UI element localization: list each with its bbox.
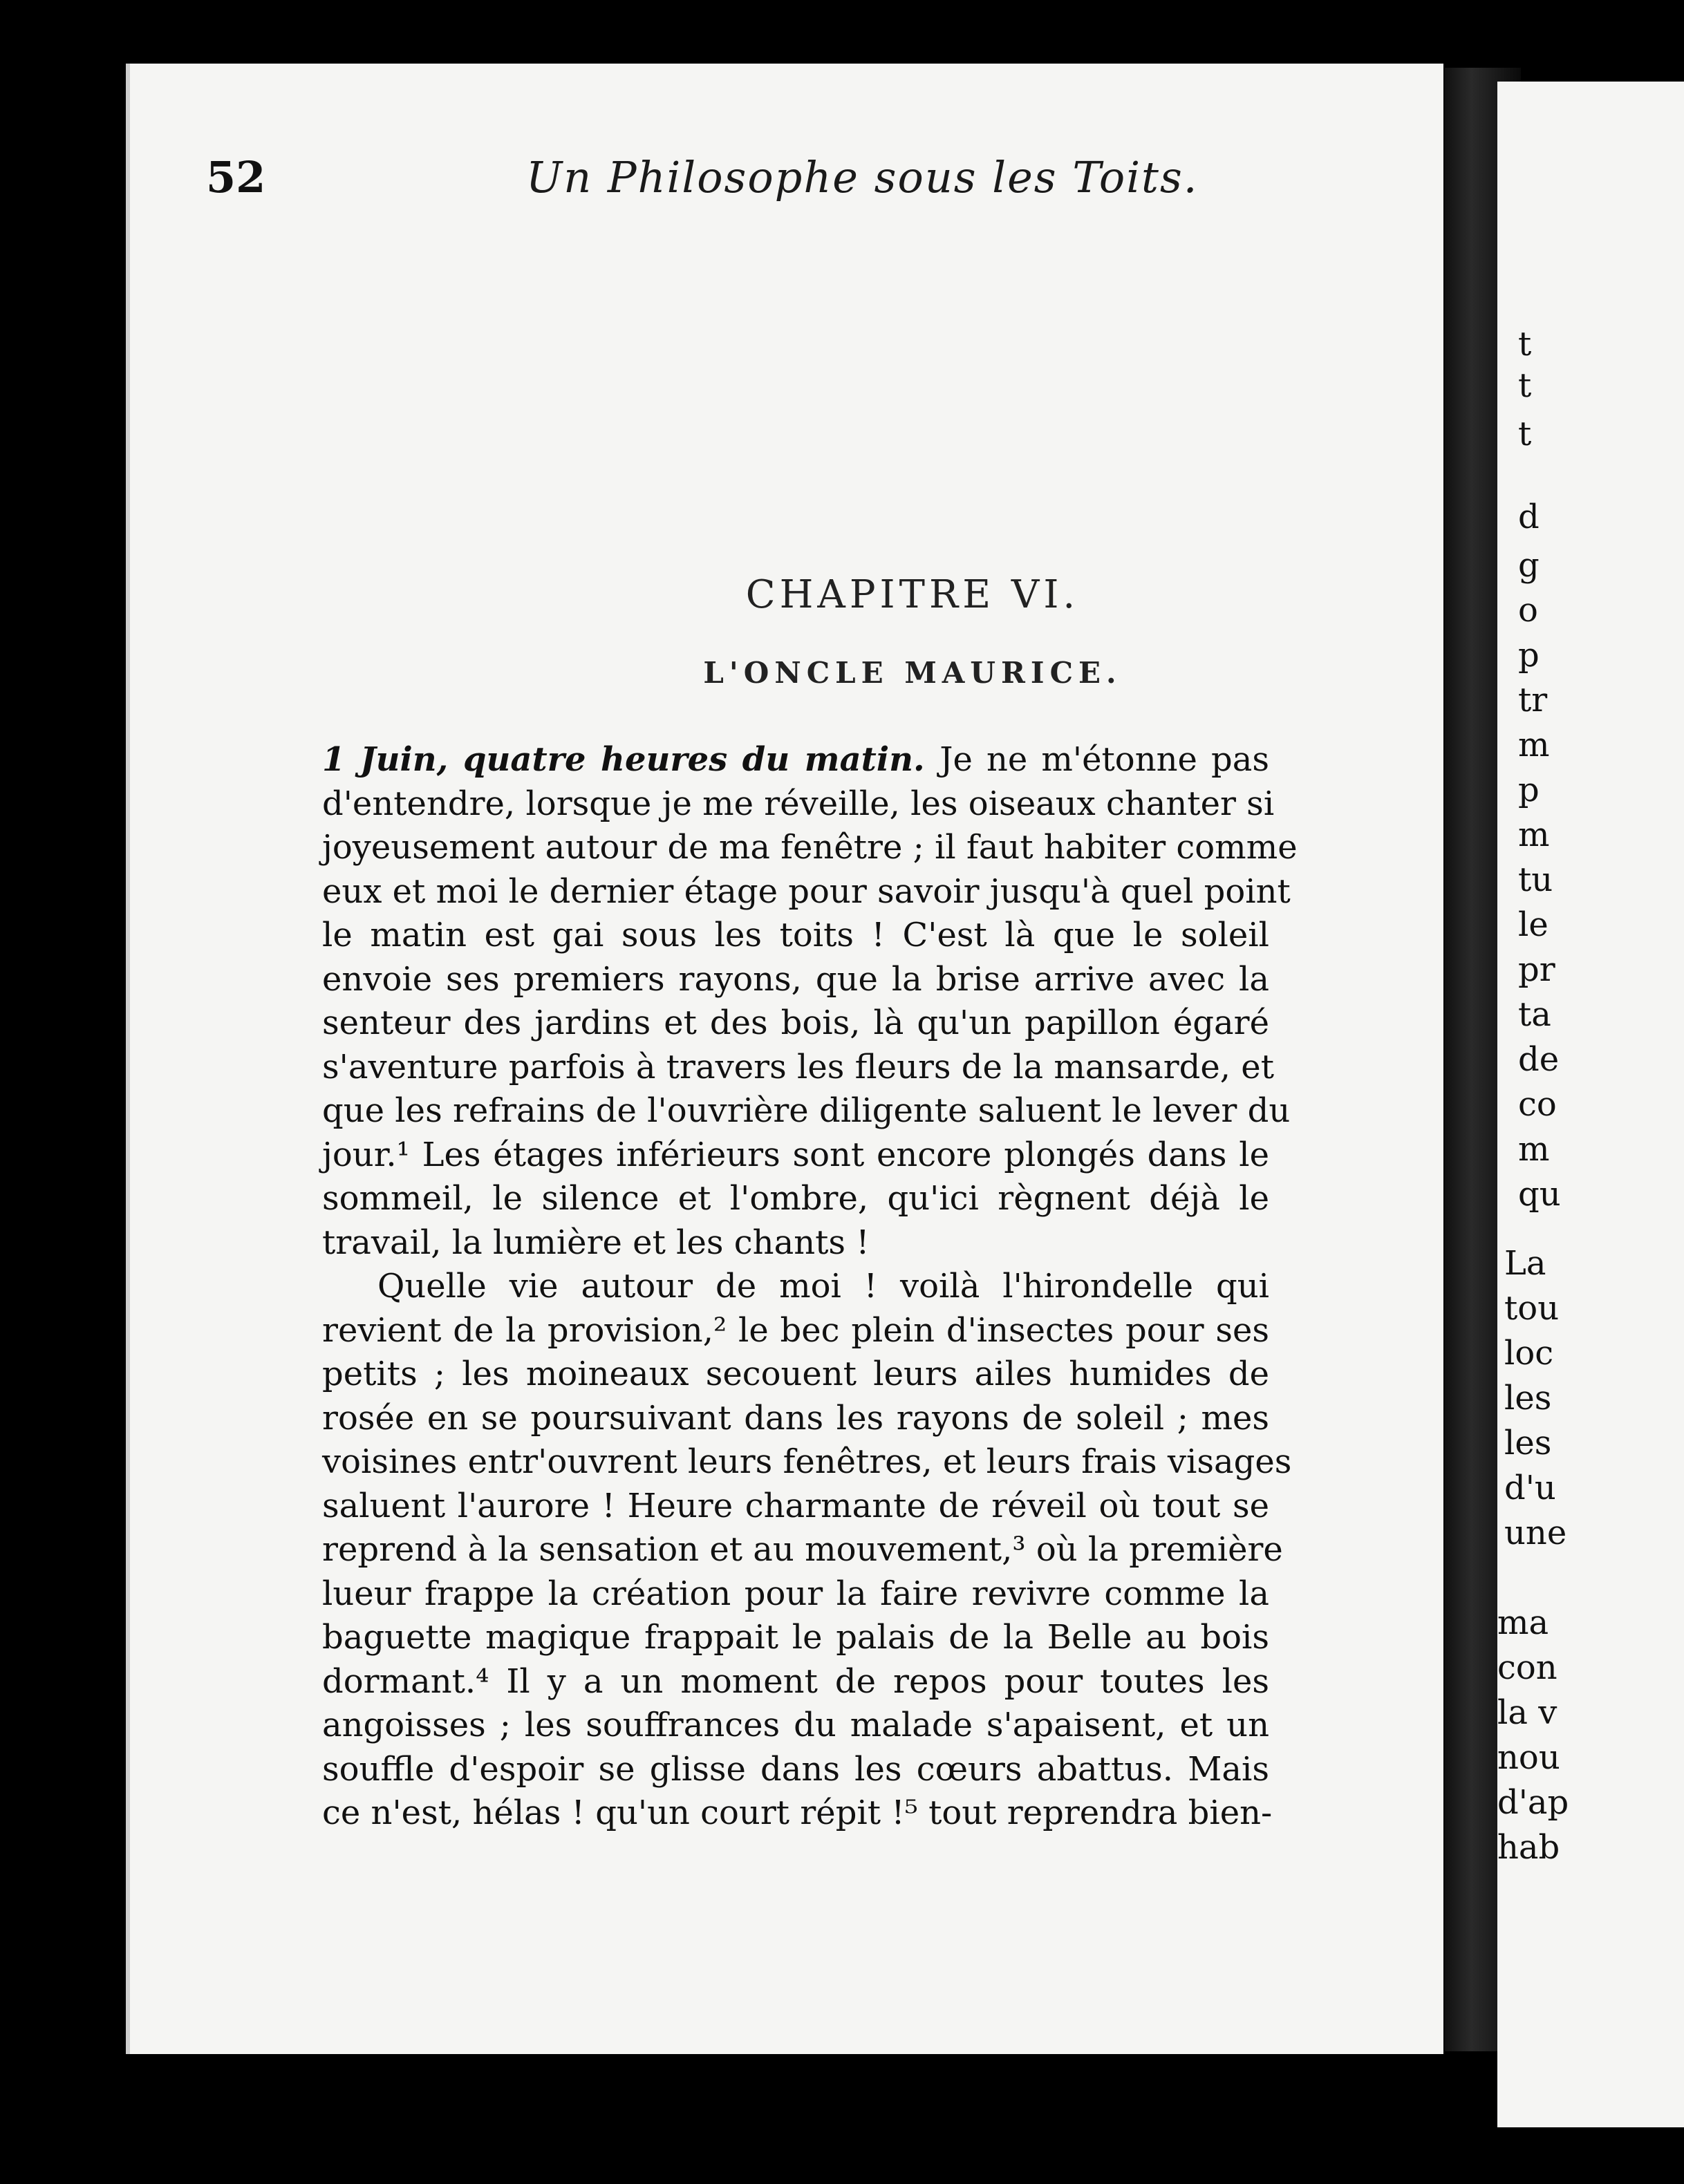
text-line: reprend à la sensation et au mouvement,³ où la première	[322, 1530, 1283, 1569]
text-line: eux et moi le dernier étage pour savoir jusqu'à quel point	[322, 872, 1291, 911]
text-line: s'aventure parfois à travers les fleurs de la mansarde, et	[322, 1047, 1274, 1086]
facing-page-fragment: p	[1518, 771, 1540, 809]
facing-page-fragment: tou	[1504, 1289, 1560, 1328]
facing-page-fragment: t	[1518, 415, 1532, 453]
text-line: angoisses ; les souffrances du malade s'apaisent, et un	[322, 1706, 1269, 1744]
text-line: envoie ses premiers rayons, que la brise arrive avec la	[322, 959, 1269, 999]
facing-page-fragment: d'u	[1504, 1469, 1556, 1507]
text-line: que les refrains de l'ouvrière diligente saluent le lever du	[322, 1091, 1291, 1130]
text-line: 1 Juin, quatre heures du matin. Je ne m'étonne pas	[322, 740, 1269, 779]
paragraph-1	[322, 738, 1298, 1265]
text-line: baguette magique frappait le palais de la Belle au bois	[322, 1618, 1269, 1657]
facing-page-fragment: con	[1497, 1648, 1557, 1687]
text-line: souffle d'espoir se glisse dans les cœurs abattus. Mais	[322, 1749, 1269, 1789]
facing-page-fragment: t	[1518, 325, 1532, 364]
facing-page-fragment: loc	[1504, 1334, 1554, 1373]
facing-page-fragment: nou	[1497, 1738, 1560, 1777]
text-line: joyeusement autour de ma fenêtre ; il faut habiter comme	[322, 828, 1298, 867]
text-line: saluent l'aurore ! Heure charmante de réveil où tout se	[322, 1486, 1269, 1525]
facing-page-fragment: m	[1518, 726, 1550, 764]
facing-page-fragment: p	[1518, 636, 1540, 675]
facing-page-fragment: m	[1518, 816, 1550, 854]
facing-page-fragment: qu	[1518, 1175, 1561, 1214]
facing-page-fragment: o	[1518, 591, 1538, 630]
facing-page-fragment: tu	[1518, 860, 1553, 899]
text-line: d'entendre, lorsque je me réveille, les oiseaux chanter si	[322, 784, 1275, 823]
text-line: senteur des jardins et des bois, là qu'un papillon égaré	[322, 1004, 1269, 1042]
text-line: revient de la provision,² le bec plein d'insectes pour ses	[322, 1310, 1269, 1350]
text-line: jour.¹ Les étages inférieurs sont encore plongés dans le	[322, 1135, 1269, 1174]
text-line: rosée en se poursuivant dans les rayons de soleil ; mes	[322, 1398, 1269, 1438]
facing-page-fragment: les	[1504, 1379, 1552, 1418]
facing-page-fragment: m	[1518, 1130, 1550, 1169]
facing-page-fragment: co	[1518, 1085, 1557, 1124]
facing-page-fragment: La	[1504, 1244, 1546, 1283]
facing-page-fragment: hab	[1497, 1828, 1560, 1867]
text-line: lueur frappe la création pour la faire revivre comme la	[322, 1574, 1269, 1613]
chapter-subtitle: L'ONCLE MAURICE.	[703, 656, 1122, 690]
text-line: dormant.⁴ Il y a un moment de repos pour toutes les	[322, 1661, 1269, 1701]
facing-page-fragment: tr	[1518, 681, 1548, 719]
text-line: sommeil, le silence et l'ombre, qu'ici règnent déjà le	[322, 1179, 1269, 1218]
facing-page-fragment: g	[1518, 546, 1540, 585]
facing-page-fragment: d'ap	[1497, 1783, 1569, 1822]
text-line: ce n'est, hélas ! qu'un court répit !⁵ tout reprendra bien-	[322, 1794, 1273, 1832]
page-number: 52	[206, 152, 266, 203]
running-title: Un Philosophe sous les Toits.	[526, 152, 1199, 203]
facing-page-fragment: le	[1518, 905, 1549, 944]
text-line: petits ; les moineaux secouent leurs ailes humides de	[322, 1355, 1269, 1393]
date-lead: 1 Juin, quatre heures du matin.	[322, 740, 940, 779]
facing-page-fragment: de	[1518, 1040, 1560, 1079]
text-line: le matin est gai sous les toits ! C'est là que le soleil	[322, 916, 1269, 954]
facing-page-fragment: d	[1518, 498, 1540, 536]
facing-page-fragment: pr	[1518, 950, 1555, 989]
paragraph-2	[322, 1265, 1292, 1836]
text-line: Quelle vie autour de moi ! voilà l'hirondelle qui	[377, 1267, 1269, 1306]
facing-page-fragment: t	[1518, 366, 1532, 405]
facing-page-fragment: une	[1504, 1514, 1567, 1552]
text-line: voisines entr'ouvrent leurs fenêtres, et leurs frais visages	[322, 1442, 1292, 1481]
facing-page-fragment: la v	[1497, 1693, 1557, 1732]
facing-page-fragment: ta	[1518, 995, 1551, 1034]
running-head	[206, 152, 1381, 235]
body-text	[322, 738, 1298, 1836]
text-line: travail, la lumière et les chants !	[322, 1223, 870, 1262]
facing-page-fragment: les	[1504, 1424, 1552, 1462]
facing-page-fragment: ma	[1497, 1603, 1549, 1642]
chapter-title: CHAPITRE VI.	[745, 572, 1080, 617]
chapter-heading	[387, 572, 1438, 690]
